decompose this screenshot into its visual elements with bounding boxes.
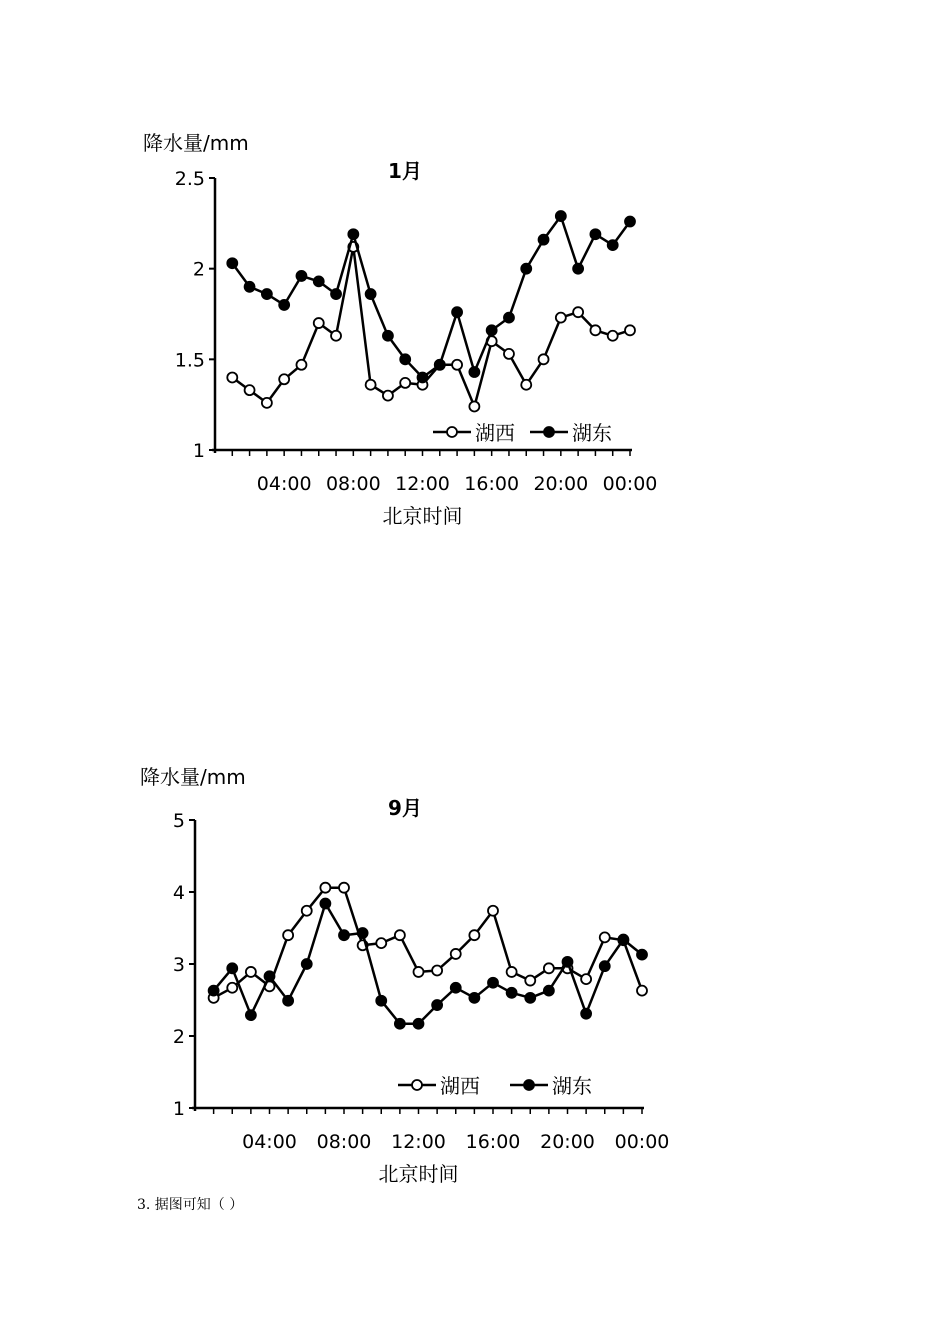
- data-point: [262, 289, 272, 299]
- data-point: [376, 996, 386, 1006]
- data-point: [507, 967, 517, 977]
- y-tick-label: 2.5: [174, 168, 205, 190]
- chart-title: 9月: [388, 796, 422, 820]
- chart-january: [0, 120, 950, 540]
- data-point: [331, 331, 341, 341]
- data-point: [637, 950, 647, 960]
- chart-september: [0, 755, 950, 1185]
- data-point: [573, 264, 583, 274]
- data-point: [395, 1019, 405, 1029]
- data-point: [469, 993, 479, 1003]
- data-point: [452, 307, 462, 317]
- x-tick-label: 16:00: [464, 473, 520, 495]
- data-point: [469, 930, 479, 940]
- data-point: [265, 971, 275, 981]
- data-point: [581, 1009, 591, 1019]
- chart-january-svg: [0, 120, 950, 540]
- data-point: [625, 325, 635, 335]
- data-point: [451, 983, 461, 993]
- data-point: [358, 928, 368, 938]
- y-axis-label: 降水量/mm: [140, 765, 246, 789]
- data-point: [590, 229, 600, 239]
- data-point: [302, 906, 312, 916]
- data-point: [348, 229, 358, 239]
- data-point: [521, 380, 531, 390]
- data-point: [279, 300, 289, 310]
- data-point: [435, 360, 445, 370]
- legend-label: 湖东: [552, 1074, 592, 1098]
- data-point: [451, 949, 461, 959]
- data-point: [618, 935, 628, 945]
- data-point: [432, 965, 442, 975]
- legend-label: 湖西: [440, 1074, 480, 1098]
- legend-marker: [412, 1080, 422, 1090]
- x-tick-label: 08:00: [316, 1131, 372, 1153]
- x-tick-label: 00:00: [614, 1131, 670, 1153]
- data-point: [283, 996, 293, 1006]
- y-tick-label: 1: [172, 1098, 185, 1120]
- data-point: [539, 235, 549, 245]
- data-point: [331, 289, 341, 299]
- data-point: [227, 963, 237, 973]
- legend-marker: [524, 1080, 534, 1090]
- data-point: [302, 959, 312, 969]
- data-point: [637, 986, 647, 996]
- series-line-0: [232, 247, 630, 407]
- x-tick-label: 04:00: [242, 1131, 297, 1153]
- x-tick-label: 16:00: [465, 1131, 521, 1153]
- data-point: [600, 961, 610, 971]
- data-point: [504, 313, 514, 323]
- y-tick-label: 1: [192, 440, 205, 462]
- data-point: [544, 963, 554, 973]
- y-tick-label: 1.5: [174, 349, 205, 372]
- data-point: [366, 380, 376, 390]
- data-point: [262, 398, 272, 408]
- data-point: [296, 360, 306, 370]
- data-point: [395, 930, 405, 940]
- x-tick-label: 04:00: [256, 473, 312, 495]
- y-tick-label: 3: [172, 954, 185, 976]
- data-point: [227, 258, 237, 268]
- data-point: [246, 967, 256, 977]
- x-axis-label: 北京时间: [378, 1162, 459, 1185]
- x-tick-label: 20:00: [540, 1131, 595, 1153]
- y-tick-label: 2: [172, 1026, 185, 1048]
- data-point: [227, 372, 237, 382]
- legend-label: 湖东: [572, 421, 612, 445]
- data-point: [608, 331, 618, 341]
- data-point: [556, 211, 566, 221]
- data-point: [487, 325, 497, 335]
- data-point: [376, 938, 386, 948]
- data-point: [556, 313, 566, 323]
- data-point: [314, 318, 324, 328]
- data-point: [383, 391, 393, 401]
- data-point: [625, 217, 635, 227]
- data-point: [209, 986, 219, 996]
- data-point: [296, 271, 306, 281]
- y-tick-label: 2: [192, 258, 205, 281]
- data-point: [339, 930, 349, 940]
- data-point: [283, 930, 293, 940]
- data-point: [400, 378, 410, 388]
- data-point: [432, 1000, 442, 1010]
- y-axis-label: 降水量/mm: [143, 131, 249, 155]
- data-point: [590, 325, 600, 335]
- series-line-0: [214, 888, 642, 998]
- data-point: [366, 289, 376, 299]
- legend-marker: [447, 427, 457, 437]
- data-point: [504, 349, 514, 359]
- x-tick-label: 00:00: [602, 473, 658, 495]
- data-point: [320, 899, 330, 909]
- legend-marker: [544, 427, 554, 437]
- data-point: [339, 883, 349, 893]
- data-point: [488, 978, 498, 988]
- data-point: [600, 932, 610, 942]
- x-tick-label: 12:00: [391, 1131, 446, 1153]
- data-point: [246, 1010, 256, 1020]
- x-tick-label: 20:00: [533, 473, 589, 495]
- data-point: [469, 401, 479, 411]
- x-tick-label: 12:00: [395, 473, 450, 495]
- data-point: [608, 240, 618, 250]
- data-point: [418, 372, 428, 382]
- data-point: [414, 967, 424, 977]
- chart-title: 1月: [388, 159, 422, 183]
- data-point: [539, 354, 549, 364]
- data-point: [521, 264, 531, 274]
- y-tick-label: 5: [172, 810, 185, 832]
- data-point: [245, 282, 255, 292]
- data-point: [383, 331, 393, 341]
- data-point: [314, 276, 324, 286]
- data-point: [469, 367, 479, 377]
- data-point: [414, 1019, 424, 1029]
- x-tick-label: 08:00: [325, 473, 381, 495]
- data-point: [452, 360, 462, 370]
- chart-september-svg: [0, 755, 950, 1185]
- data-point: [320, 883, 330, 893]
- data-point: [400, 354, 410, 364]
- legend-label: 湖西: [475, 421, 515, 445]
- data-point: [525, 993, 535, 1003]
- data-point: [245, 385, 255, 395]
- data-point: [488, 906, 498, 916]
- data-point: [581, 974, 591, 984]
- x-axis-label: 北京时间: [382, 504, 463, 528]
- data-point: [563, 957, 573, 967]
- data-point: [525, 976, 535, 986]
- data-point: [507, 988, 517, 998]
- series-line-1: [232, 216, 630, 377]
- question-text: 3. 据图可知（ ）: [137, 1197, 244, 1213]
- y-tick-label: 4: [172, 882, 185, 904]
- data-point: [573, 307, 583, 317]
- data-point: [227, 983, 237, 993]
- data-point: [544, 986, 554, 996]
- data-point: [279, 374, 289, 384]
